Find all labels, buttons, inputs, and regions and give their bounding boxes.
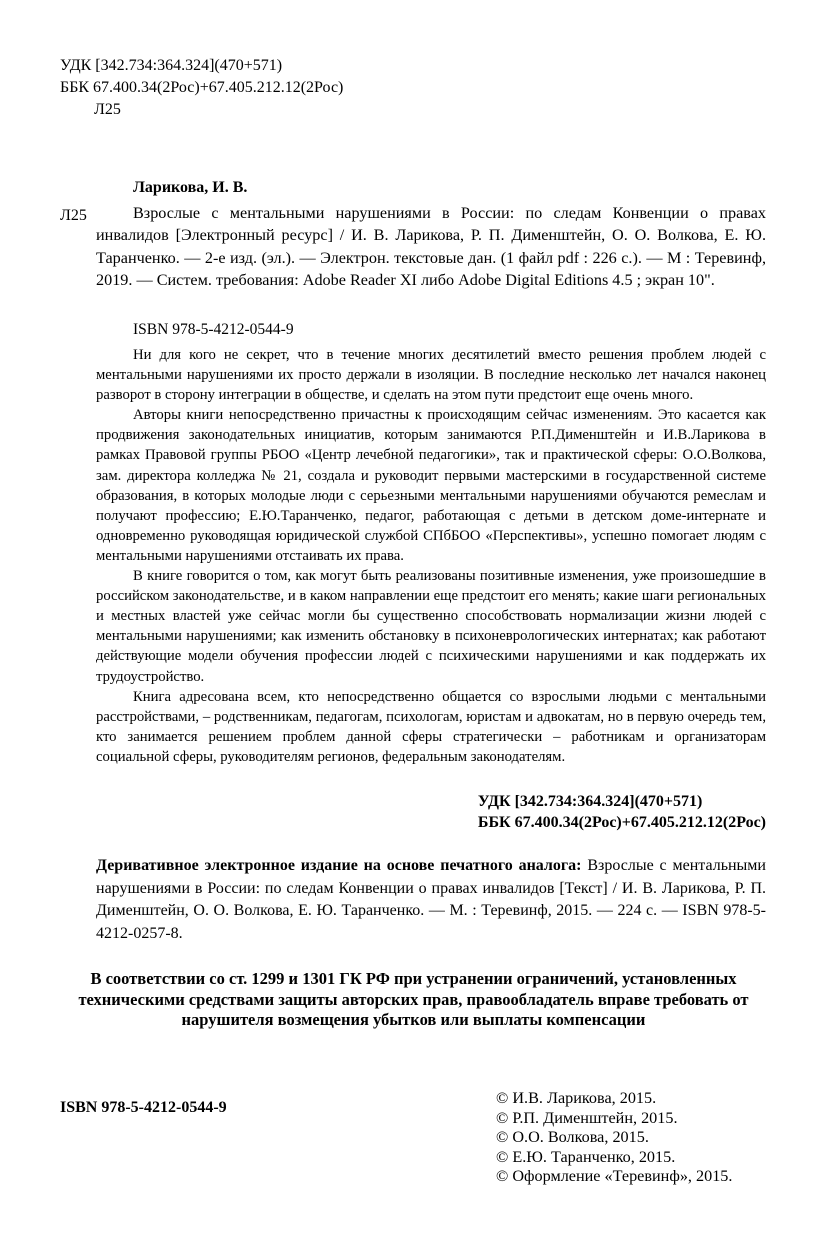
copyright-list — [496, 1089, 732, 1187]
copyright-line: © И.В. Ларикова, 2015. — [496, 1089, 657, 1107]
annotation-paragraph: Книга адресована всем, кто непосредственно общается со взрослыми людьми с ментальными расстройствами, – родственникам, педагогам, психологам, юристам и адвокатам, но в первую очередь тем, кто занимается решением проблем данной сферы стратегически – работникам и организаторам социальной сферы, руководителям регионов, федеральным законодателям. — [96, 688, 766, 765]
author-sign: Л25 — [94, 101, 121, 118]
legal-notice: В соответствии со ст. 1299 и 1301 ГК РФ при устранении ограничений, установленных техническими средствами защиты авторских прав, правообладатель вправе требовать от нарушителя возмещения убытков или выплаты компенсации — [78, 969, 749, 1029]
annotation-paragraph: В книге говорится о том, как могут быть реализованы позитивные изменения, уже произошедшие в российском законодательстве, и в каком направлении еще предстоит его менять; какие шаги региональных и местных властей уже сейчас могли бы существенно способствовать нормализации жизни людей с ментальными нарушениями; как изменить обстановку в психоневрологических интернатах; как работают действующие модели обучения профессии людей с психическими нарушениями и как поддержать их трудоустройство. — [96, 568, 766, 685]
bbk-code: ББК 67.400.34(2Рос)+67.405.212.12(2Рос) — [60, 79, 344, 96]
udk-code: УДК [342.734:364.324](470+571) — [60, 57, 283, 74]
annotation-paragraph: Ни для кого не секрет, что в течение многих десятилетий вместо решения проблем людей с ментальными нарушениями их просто держали в изоляции. В последние несколько лет начался наконец разворот в сторону интеграции в обществе, и сделать на этом пути предстоит еще очень много. — [96, 347, 766, 404]
annotation — [96, 345, 766, 767]
copyright-line: © Е.Ю. Таранченко, 2015. — [496, 1147, 676, 1166]
annotation-paragraph: Авторы книги непосредственно причастны к происходящим сейчас изменениям. Это касается как продвижения законодательных инициатив, которым занимаются Р.П.Дименштейн и И.В.Ларикова в рамках Правовой группы РБОО «Центр лечебной педагогики», так и практической сферы: О.О.Волкова, зам. директора колледжа № 21, создала и руководит первыми мастерскими в государственной системе образования, в которых молодые люди с серьезными ментальными нарушениями обучаются ремеслам и получают профессию; Е.Ю.Таранченко, педагог, работающая с детьми в детском доме-интернате и одновременно руководящая юридической службой СПбБОО «Перспективы», успешно помогает людям с ментальными нарушениями отстаивать их права. — [96, 407, 766, 564]
derivative-edition-note — [96, 855, 766, 945]
catalog-author: Ларикова, И. В. — [133, 179, 248, 196]
derivative-text: Взрослые с ментальными нарушениями в России: по следам Конвенции о правах инвалидов [Текст] / И. В. Ларикова, Р. П. Дименштейн, О. О. Волкова, Е. Ю. Таранченко. — М. : Теревинф, 2015. — 224 с. — ISBN 978-5-4212-0257-8. — [96, 857, 766, 942]
classification-codes-top — [60, 55, 343, 121]
catalog-description: Взрослые с ментальными нарушениями в России: по следам Конвенции о правах инвалидов [Электронный ресурс] / И. В. Ларикова, Р. П. Дименштейн, О. О. Волкова, Е. Ю. Таранченко. — 2-е изд. (эл.). — Электрон. текстовые дан. (1 файл pdf : 226 с.). — М : Теревинф, 2019. — Систем. требования: Adobe Reader XI либо Adobe Digital Editions 4.5 ; экран 10". — [96, 204, 766, 289]
catalog-isbn: ISBN 978-5-4212-0544-9 — [133, 321, 294, 338]
bbk-code-bold: ББК 67.400.34(2Рос)+67.405.212.12(2Рос) — [477, 814, 766, 831]
classification-codes-bottom — [478, 791, 766, 833]
udk-code-bold: УДК [342.734:364.324](470+571) — [477, 793, 703, 810]
bottom-isbn: ISBN 978-5-4212-0544-9 — [60, 1099, 227, 1116]
copyright-line: © Р.П. Дименштейн, 2015. — [496, 1108, 678, 1127]
copyright-line: © О.О. Волкова, 2015. — [496, 1128, 649, 1147]
derivative-lead: Деривативное электронное издание на основе печатного аналога: — [96, 857, 582, 874]
copyright-line: © Оформление «Теревинф», 2015. — [496, 1167, 733, 1186]
catalog-author-sign: Л25 — [60, 207, 87, 224]
